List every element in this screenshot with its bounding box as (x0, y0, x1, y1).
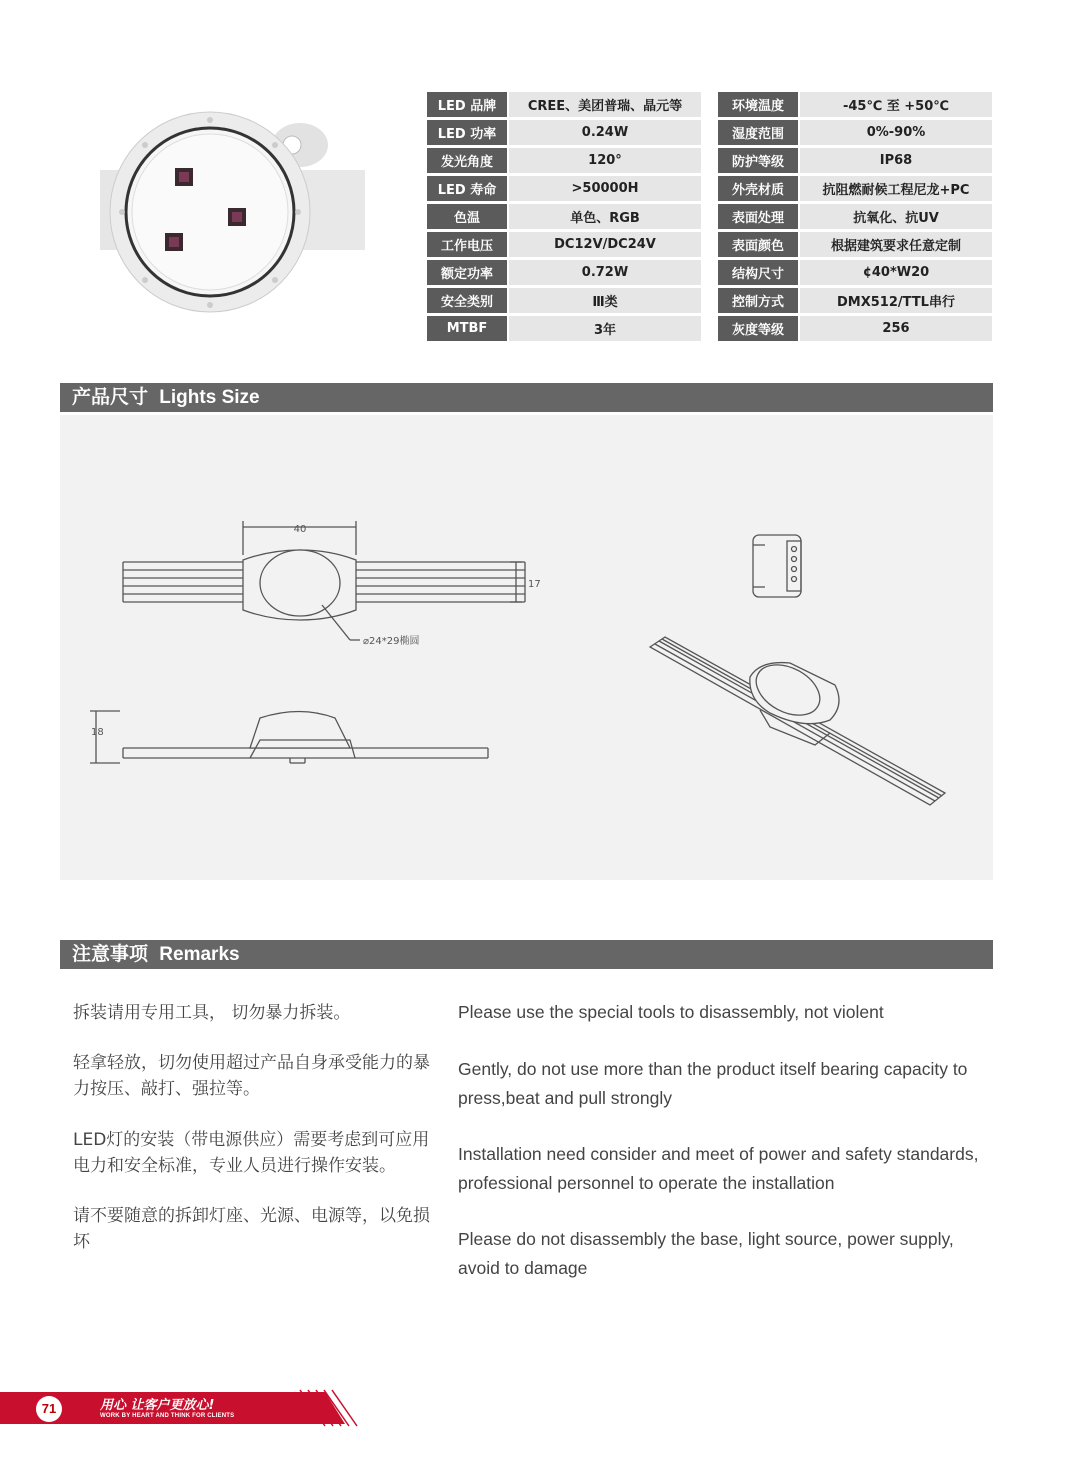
spec-key: 控制方式 (718, 288, 800, 313)
spec-row (427, 120, 701, 145)
footer-slogan: 用心 让客户更放心! (100, 1398, 215, 1413)
spec-key: 外壳材质 (718, 176, 800, 201)
spec-row (427, 92, 701, 117)
remark-en-4: Please do not disassembly the base, light source, power supply, avoid to damage (458, 1229, 954, 1278)
section-header-remarks (60, 940, 993, 969)
spec-key: 湿度范围 (718, 120, 800, 145)
remark-zh-3: LED灯的安装（带电源供应）需要考虑到可应用电力和安全标准，专业人员进行操作安装。 (73, 1130, 430, 1176)
section-title-en: Lights Size (159, 387, 260, 408)
remark-zh-4: 请不要随意的拆卸灯座、光源、电源等，以免损坏 (73, 1206, 430, 1252)
spec-row (718, 316, 992, 341)
spec-value: 0.72W (509, 260, 701, 285)
remark-zh-2: 轻拿轻放，切勿使用超过产品自身承受能力的暴力按压、敲打、强拉等。 (73, 1053, 430, 1099)
spec-row (718, 120, 992, 145)
spec-key: 结构尺寸 (718, 260, 800, 285)
section-title-zh: 注意事项 (72, 944, 149, 965)
spec-value: ¢40*W20 (800, 260, 992, 285)
spec-key: LED 功率 (427, 120, 509, 145)
spec-key: 灰度等级 (718, 316, 800, 341)
spec-key: 表面处理 (718, 204, 800, 229)
spec-row (427, 204, 701, 229)
spec-key: LED 寿命 (427, 176, 509, 201)
spec-key: 环境温度 (718, 92, 800, 117)
width-dimension-label: 40 (293, 524, 307, 535)
spec-value: 抗阻燃耐候工程尼龙+PC (800, 176, 992, 201)
spec-value: IP68 (800, 148, 992, 173)
spec-row (427, 316, 701, 341)
spec-key: 色温 (427, 204, 509, 229)
spec-key: 额定功率 (427, 260, 509, 285)
page-footer (0, 1388, 360, 1428)
spec-value: DC12V/DC24V (509, 232, 701, 257)
product-photo (100, 100, 370, 330)
remark-zh-1: 拆装请用专用工具， 切勿暴力拆装。 (73, 1003, 351, 1023)
spec-row (718, 176, 992, 201)
spec-key: 表面颜色 (718, 232, 800, 257)
spec-value: 256 (800, 316, 992, 341)
spec-row (718, 232, 992, 257)
spec-key: LED 品牌 (427, 92, 509, 117)
remark-en-1: Please use the special tools to disassembly, not violent (458, 1002, 884, 1022)
spec-value: Ⅲ类 (509, 288, 701, 313)
spec-row (718, 288, 992, 313)
spec-key: 工作电压 (427, 232, 509, 257)
spec-row (427, 148, 701, 173)
spec-key: 安全类别 (427, 288, 509, 313)
spec-value: CREE、美团普瑞、晶元等 (509, 92, 701, 117)
page-number: 71 (36, 1396, 62, 1422)
spec-key: 发光角度 (427, 148, 509, 173)
section-title-zh: 产品尺寸 (72, 387, 149, 408)
spec-value: 0.24W (509, 120, 701, 145)
section-title-en: Remarks (159, 944, 240, 965)
spec-row (427, 176, 701, 201)
spec-value: 0%-90% (800, 120, 992, 145)
spec-value: DMX512/TTL串行 (800, 288, 992, 313)
spec-row (427, 232, 701, 257)
spec-row (718, 204, 992, 229)
height-dimension-label: 17 (528, 579, 541, 590)
remark-en-3: Installation need consider and meet of power and safety standards, professional personnel to operate the installation (458, 1144, 979, 1193)
spec-value: 120° (509, 148, 701, 173)
section-header-size (60, 383, 993, 412)
spec-value: 3年 (509, 316, 701, 341)
side-height-label: 18 (91, 727, 104, 738)
spec-value: -45℃ 至 +50℃ (800, 92, 992, 117)
spec-table-right (718, 89, 992, 344)
remark-en-2: Gently, do not use more than the product itself bearing capacity to press,beat and pull strongly (458, 1059, 968, 1108)
spec-row (718, 92, 992, 117)
footer-slogan-en: WORK BY HEART AND THINK FOR CLIENTS (100, 1413, 235, 1419)
spec-row (718, 260, 992, 285)
dimension-drawing (60, 415, 993, 880)
spec-row (427, 288, 701, 313)
lens-dimension-label: ⌀24*29椭圆 (363, 636, 420, 647)
spec-value: >50000H (509, 176, 701, 201)
spec-value: 单色、RGB (509, 204, 701, 229)
spec-value: 抗氧化、抗UV (800, 204, 992, 229)
spec-key: MTBF (427, 316, 509, 341)
spec-row (718, 148, 992, 173)
spec-value: 根据建筑要求任意定制 (800, 232, 992, 257)
spec-key: 防护等级 (718, 148, 800, 173)
spec-row (427, 260, 701, 285)
spec-table-left (427, 89, 701, 344)
